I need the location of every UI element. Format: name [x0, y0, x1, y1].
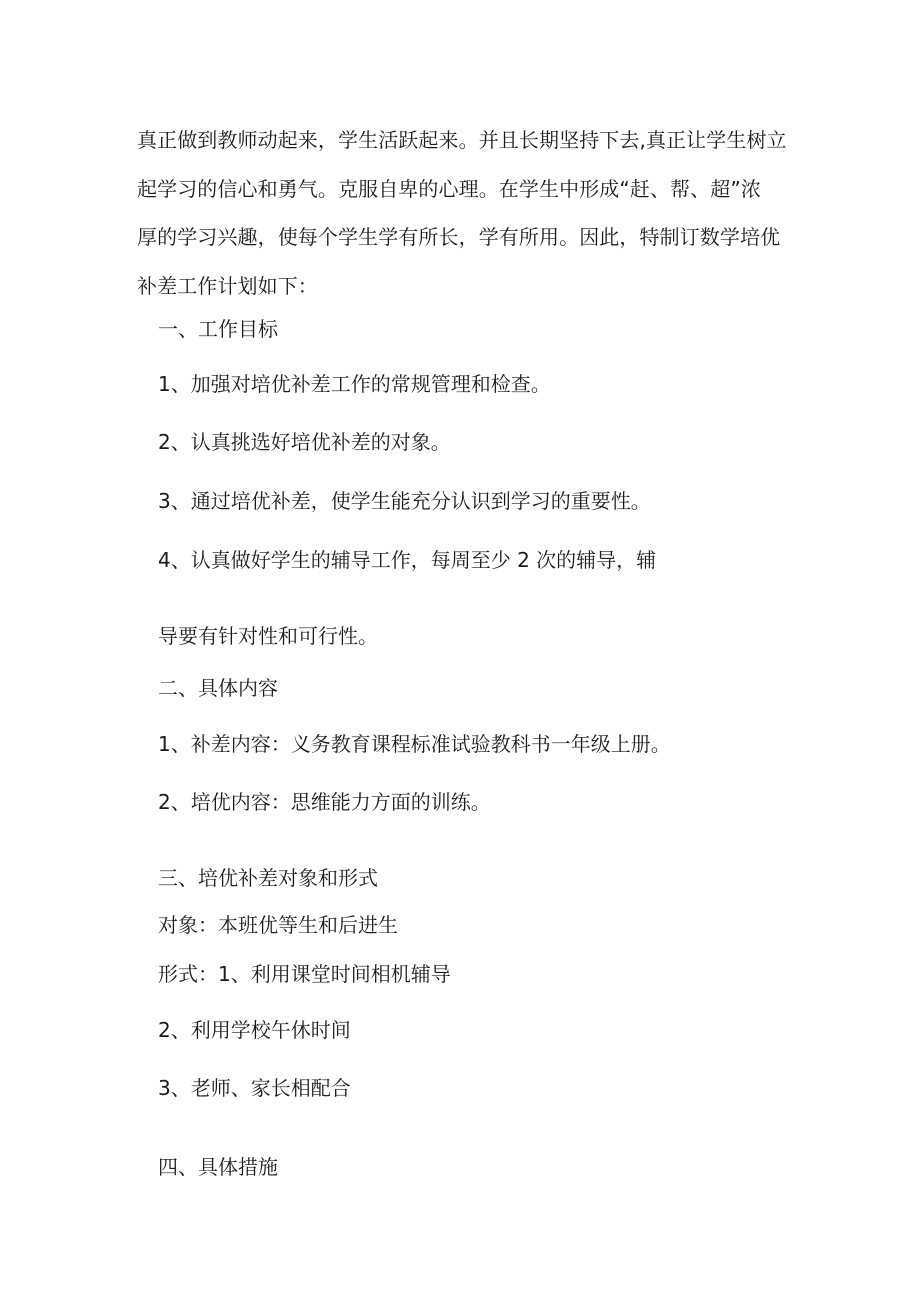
- goal-item-3: 3、通过培优补差，使学生能充分认识到学习的重要性。: [158, 489, 651, 513]
- content-item-2: 2、培优内容：思维能力方面的训练。: [158, 790, 491, 814]
- targets-line: 对象：本班优等生和后进生: [158, 913, 398, 937]
- intro-line-4: 补差工作计划如下：: [137, 273, 318, 298]
- form-line: 形式：1、利用课堂时间相机辅导: [158, 962, 451, 986]
- section-heading-content: 二、具体内容: [158, 676, 278, 700]
- content-item-1: 1、补差内容：义务教育课程标准试验教科书一年级上册。: [158, 732, 671, 756]
- intro-line-1: 真正做到教师动起来，学生活跃起来。并且长期坚持下去,真正让学生树立: [137, 128, 787, 152]
- goal-item-4: 4、认真做好学生的辅导工作，每周至少 2 次的辅导，辅: [158, 548, 657, 572]
- intro-line-3: 厚的学习兴趣，使每个学生学有所长，学有所用。因此，特制订数学培优: [137, 225, 781, 249]
- section-heading-goals: 一、工作目标: [158, 317, 278, 341]
- form-item-3: 3、老师、家长相配合: [158, 1076, 351, 1100]
- section-heading-targets: 三、培优补差对象和形式: [158, 866, 378, 890]
- goal-item-1: 1、加强对培优补差工作的常规管理和检查。: [158, 372, 551, 396]
- form-item-2: 2、利用学校午休时间: [158, 1018, 351, 1042]
- goal-item-2: 2、认真挑选好培优补差的对象。: [158, 430, 451, 454]
- intro-paragraph: [137, 116, 797, 310]
- goal-item-4-continuation: 导要有针对性和可行性。: [158, 624, 378, 648]
- section-heading-measures: 四、具体措施: [158, 1155, 278, 1179]
- intro-line-2: 起学习的信心和勇气。克服自卑的心理。在学生中形成“赶、帮、超”浓: [137, 176, 761, 201]
